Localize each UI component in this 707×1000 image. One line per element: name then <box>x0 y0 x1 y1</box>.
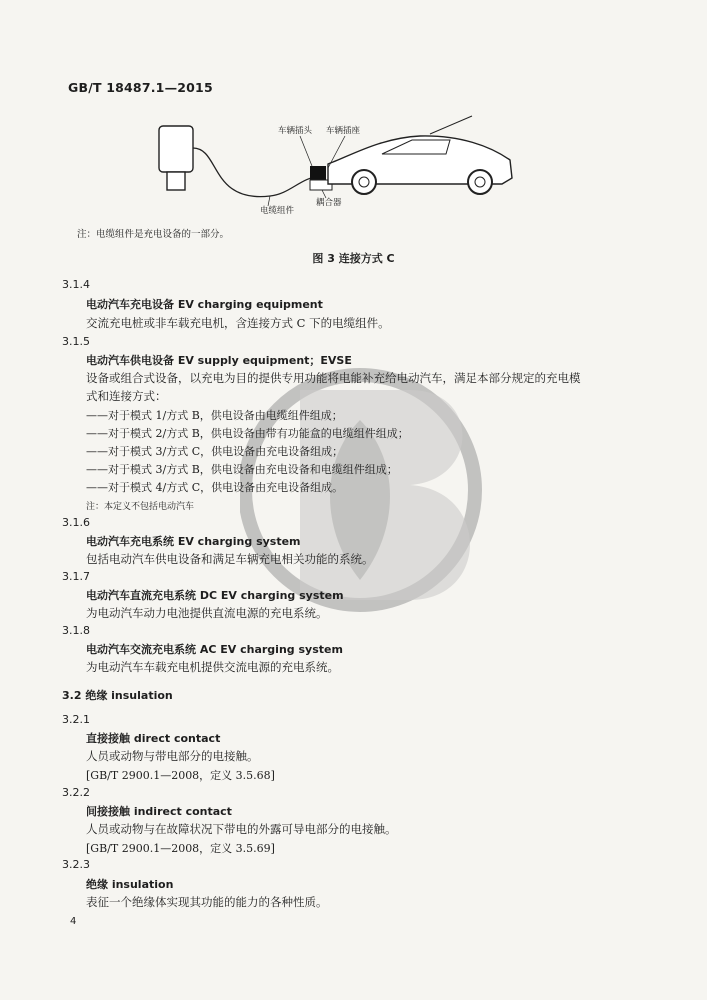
list-item: ——对于模式 1/方式 B，供电设备由电缆组件组成； <box>86 409 343 422</box>
section-title: 3.2 绝缘 insulation <box>62 689 173 702</box>
reference: [GB/T 2900.1—2008，定义 3.5.68] <box>86 769 275 782</box>
definition-text: 表征一个绝缘体实现其功能的能力的各种性质。 <box>86 895 328 909</box>
page-number: 4 <box>70 916 77 927</box>
definition-text: 为电动汽车动力电池提供直流电源的充电系统。 <box>86 606 328 620</box>
rear-wheel <box>468 170 492 194</box>
definition-note: 注：本定义不包括电动汽车 <box>86 502 195 512</box>
figure-note: 注：电缆组件是充电设备的一部分。 <box>77 229 230 240</box>
section-number: 3.1.6 <box>62 516 90 529</box>
section-number: 3.1.7 <box>62 570 90 583</box>
figure-caption: 图 3 连接方式 C <box>312 252 395 265</box>
reference: [GB/T 2900.1—2008，定义 3.5.69] <box>86 842 275 855</box>
vehicle-socket-label: 车辆插座 <box>326 126 361 136</box>
document-header: GB/T 18487.1—2015 <box>68 80 213 95</box>
vehicle-plug <box>310 166 326 180</box>
definition-text: 包括电动汽车供电设备和满足车辆充电相关功能的系统。 <box>86 552 374 566</box>
definition-text: 交流充电桩或非车载充电机，含连接方式 C 下的电缆组件。 <box>86 316 390 330</box>
charging-equipment-box <box>159 126 193 172</box>
cable-assembly-label: 电缆组件 <box>260 206 295 216</box>
list-item: ——对于模式 3/方式 C，供电设备由充电设备组成； <box>86 445 344 458</box>
charging-cable <box>193 148 320 197</box>
list-item: ——对于模式 4/方式 C，供电设备由充电设备组成。 <box>86 481 344 494</box>
section-number: 3.2.3 <box>62 858 90 871</box>
term-heading: 绝缘 insulation <box>86 878 174 891</box>
front-wheel <box>352 170 376 194</box>
definition-text: 为电动汽车车载充电机提供交流电源的充电系统。 <box>86 660 339 674</box>
definition-text: 式和连接方式： <box>86 389 167 403</box>
vehicle-antenna <box>430 116 472 134</box>
vehicle-plug-label: 车辆插头 <box>278 126 313 136</box>
section-number: 3.1.4 <box>62 278 90 291</box>
section-number: 3.1.8 <box>62 624 90 637</box>
definition-text: 设备或组合式设备，以充电为目的提供专用功能将电能补充给电动汽车，满足本部分规定的充电模 <box>86 371 581 385</box>
term-heading: 直接接触 direct contact <box>86 732 221 745</box>
term-heading: 电动汽车交流充电系统 AC EV charging system <box>86 643 343 656</box>
list-item: ——对于模式 2/方式 B，供电设备由带有功能盒的电缆组件组成； <box>86 427 409 440</box>
connection-diagram <box>150 108 530 216</box>
definition-text: 人员或动物与在故障状况下带电的外露可导电部分的电接触。 <box>86 822 397 836</box>
term-heading: 间接接触 indirect contact <box>86 805 232 818</box>
term-heading: 电动汽车供电设备 EV supply equipment；EVSE <box>86 354 352 367</box>
list-item: ——对于模式 3/方式 B，供电设备由充电设备和电缆组件组成； <box>86 463 398 476</box>
term-heading: 电动汽车直流充电系统 DC EV charging system <box>86 589 344 602</box>
definition-text: 人员或动物与带电部分的电接触。 <box>86 749 259 763</box>
equipment-base <box>167 172 185 190</box>
coupler-label: 耦合器 <box>316 198 342 208</box>
term-heading: 电动汽车充电设备 EV charging equipment <box>86 298 323 311</box>
section-number: 3.2.2 <box>62 786 90 799</box>
term-heading: 电动汽车充电系统 EV charging system <box>86 535 301 548</box>
section-number: 3.2.1 <box>62 713 90 726</box>
section-number: 3.1.5 <box>62 335 90 348</box>
